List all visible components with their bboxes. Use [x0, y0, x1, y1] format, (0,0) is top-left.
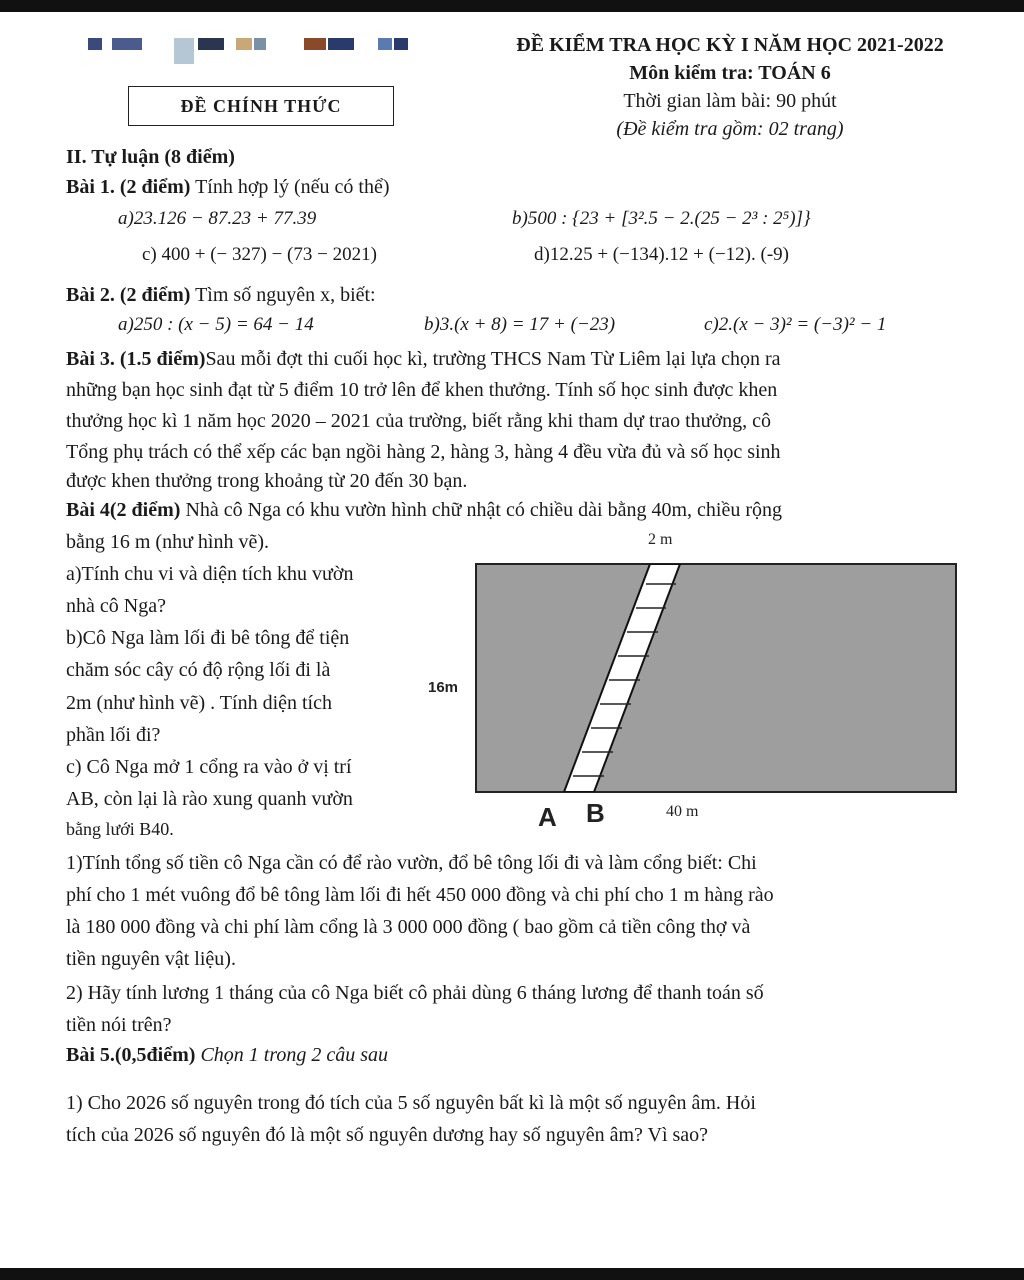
top-black-bar: [0, 0, 1024, 12]
garden-diagram: [426, 530, 966, 830]
bai3-heading: Bài 3. (1.5 điểm): [66, 348, 206, 370]
bai4-line-11: bằng lưới B40.: [66, 819, 174, 839]
bai3-line-4: Tổng phụ trách có thể xếp các bạn ngồi hàng 2, hàng 3, hàng 4 đều vừa đủ và số học sinh: [66, 441, 781, 463]
subject-label: Môn kiểm tra: TOÁN 6: [629, 62, 831, 84]
bai2-a: a)250 : (x − 5) = 64 − 14: [118, 314, 314, 335]
bai4-text: Nhà cô Nga có khu vườn hình chữ nhật có chiều dài bằng 40m, chiều rộng: [180, 499, 782, 521]
garden-rect: [476, 564, 956, 792]
bai5-line-2: tích của 2026 số nguyên đó là một số nguyên dương hay số nguyên âm? Vì sao?: [66, 1124, 709, 1146]
bai1-d: d)12.25 + (−134).12 + (−12). (-9): [534, 244, 789, 265]
bai1-b: b)500 : {23 + [3².5 − 2.(25 − 2³ : 2⁵)]}: [512, 208, 811, 229]
bai4-line-2: bằng 16 m (như hình vẽ).: [66, 531, 270, 553]
bai3-text: Sau mỗi đợt thi cuối học kì, trường THCS Nam Từ Liêm lại lựa chọn ra: [205, 348, 781, 370]
time-label: Thời gian làm bài: 90 phút: [623, 90, 837, 112]
bai1-heading-line: [66, 172, 390, 202]
bai4-line-4: nhà cô Nga?: [66, 595, 166, 617]
bottom-black-bar: [0, 1268, 1024, 1280]
bai4-line-6: chăm sóc cây có độ rộng lối đi là: [66, 659, 331, 681]
bai3-line-1: [66, 344, 781, 374]
garden-figure: [426, 530, 966, 830]
section-title: II. Tự luận (8 điểm): [66, 146, 235, 168]
bai4-line-9: c) Cô Nga mở 1 cổng ra vào ở vị trí: [66, 756, 352, 778]
official-exam-box: [128, 86, 394, 126]
bai3-line-3: thưởng học kì 1 năm học 2020 – 2021 của trường, biết rằng khi tham dự trao thưởng, cô: [66, 410, 771, 432]
bai4-line-8: phần lối đi?: [66, 724, 161, 746]
bai4-q1-line-4: tiền nguyên vật liệu).: [66, 948, 236, 970]
bai3-line-5: được khen thưởng trong khoảng từ 20 đến 30 bạn.: [66, 470, 468, 492]
pages-note: (Đề kiểm tra gồm: 02 trang): [616, 118, 844, 140]
bai1-heading: Bài 1. (2 điểm): [66, 176, 191, 198]
bai5-heading: Bài 5.(0,5điểm): [66, 1044, 196, 1066]
bai1-c: c) 400 + (− 327) − (73 − 2021): [142, 244, 377, 265]
bai5-subtitle: Chọn 1 trong 2 câu sau: [195, 1044, 389, 1066]
point-b-label: B: [586, 798, 605, 828]
bai5-line-1: 1) Cho 2026 số nguyên trong đó tích của 5 số nguyên bất kì là một số nguyên âm. Hỏi: [66, 1092, 756, 1114]
exam-title: ĐỀ KIỂM TRA HỌC KỲ I NĂM HỌC 2021-2022: [516, 34, 944, 56]
bai3-line-2: những bạn học sinh đạt từ 5 điểm 10 trở lên để khen thưởng. Tính số học sinh được khen: [66, 379, 778, 401]
bai4-line-1: [66, 495, 782, 525]
bai4-line-5: b)Cô Nga làm lối đi bê tông để tiện: [66, 627, 350, 649]
garden-side-label: 16m: [428, 679, 459, 696]
bai4-line-3: a)Tính chu vi và diện tích khu vườn: [66, 563, 354, 585]
bai4-q1-line-2: phí cho 1 mét vuông đổ bê tông làm lối đi hết 450 000 đồng và chi phí cho 1 m hàng rào: [66, 884, 774, 906]
bai4-q2-line-1: 2) Hãy tính lương 1 tháng của cô Nga biết cô phải dùng 6 tháng lương để thanh toán số: [66, 982, 764, 1004]
bai4-line-10: AB, còn lại là rào xung quanh vườn: [66, 788, 353, 810]
bai4-q2-line-2: tiền nói trên?: [66, 1014, 172, 1036]
point-a-label: A: [538, 802, 557, 830]
bai2-b: b)3.(x + 8) = 17 + (−23): [424, 314, 616, 335]
path-width-label: 2 m: [648, 531, 673, 548]
bai2-text: Tìm số nguyên x, biết:: [190, 284, 376, 306]
redacted-school-name: [88, 34, 418, 68]
bai2-c: c)2.(x − 3)² = (−3)² − 1: [704, 314, 887, 335]
official-label: ĐỀ CHÍNH THỨC: [180, 95, 342, 116]
bai4-heading: Bài 4(2 điểm): [66, 499, 181, 521]
garden-length-label: 40 m: [666, 803, 699, 820]
bai4-line-7: 2m (như hình vẽ) . Tính diện tích: [66, 692, 332, 714]
bai4-q1-line-3: là 180 000 đồng và chi phí làm cổng là 3 000 000 đồng ( bao gồm cả tiền công thợ và: [66, 916, 751, 938]
bai2-heading-line: [66, 280, 376, 310]
bai1-a: a)23.126 − 87.23 + 77.39: [118, 208, 317, 229]
bai5-heading-line: [66, 1040, 388, 1070]
bai4-q1-line-1: 1)Tính tổng số tiền cô Nga cần có để rào vườn, đổ bê tông lối đi và làm cổng biết: Chi: [66, 852, 757, 874]
bai2-heading: Bài 2. (2 điểm): [66, 284, 191, 306]
bai1-text: Tính hợp lý (nếu có thể): [190, 176, 390, 198]
